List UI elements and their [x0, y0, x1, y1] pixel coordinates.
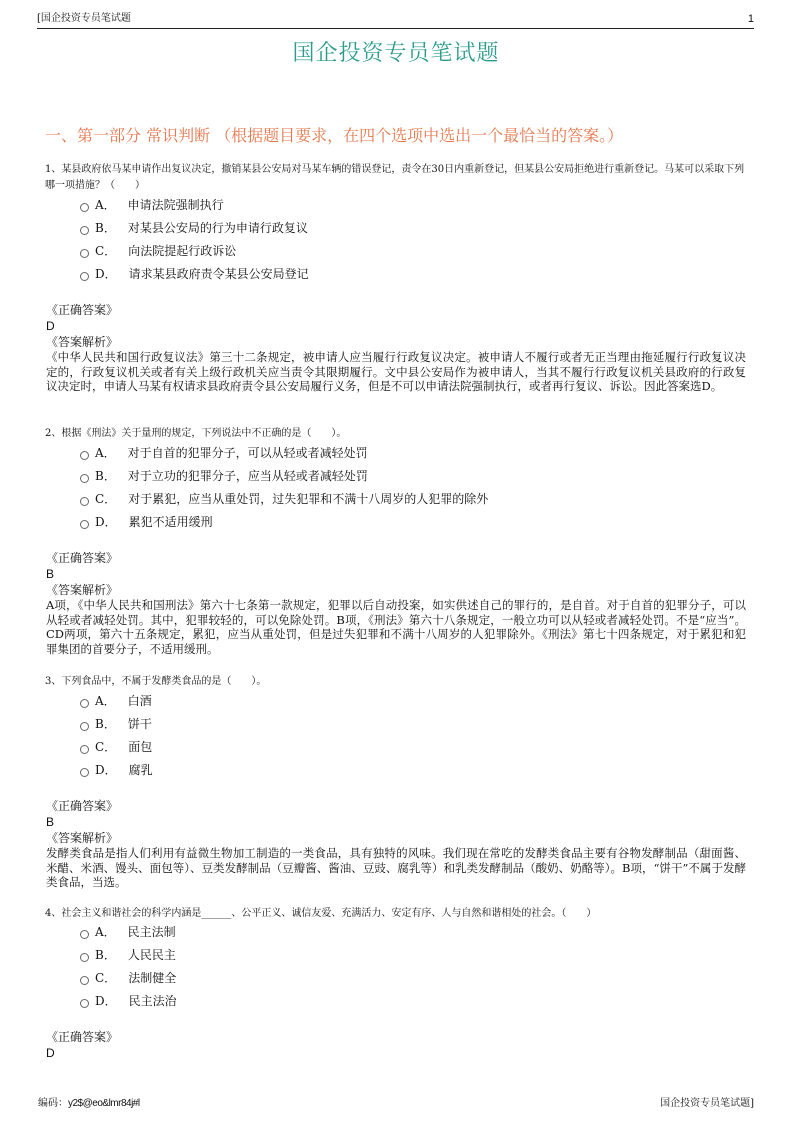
radio-icon[interactable]	[80, 203, 89, 212]
radio-icon[interactable]	[80, 722, 89, 731]
radio-icon[interactable]	[80, 976, 89, 985]
radio-icon[interactable]	[80, 451, 89, 460]
analysis-label: 《答案解析》	[46, 831, 119, 845]
option-c[interactable]: C． 法制健全	[80, 969, 176, 987]
radio-icon[interactable]	[80, 699, 89, 708]
option-d[interactable]: D． 请求某县政府责令某县公安局登记	[80, 265, 309, 283]
option-b[interactable]: B． 对于立功的犯罪分子，应当从轻或者减轻处罚	[80, 467, 368, 485]
radio-icon[interactable]	[80, 474, 89, 483]
footer-title: 国企投资专员笔试题]	[660, 1098, 754, 1109]
document-title: 国企投资专员笔试题	[292, 41, 500, 66]
analysis-text: 《中华人民共和国行政复议法》第三十二条规定，被申请人应当履行行政复议决定。被申请人不履行或者无正当理由拖延履行行政复议决定的，行政复议机关或者有关上级行政机关应当责令其限期履行。文中县公安局作为被申请人，当其不履行行政复议机关县政府的行政复议决定时，申请人马某有权请求县政府责令县公安局履行义务，但是不可以申请法院强制执行，或者再行复议、诉讼。因此答案选D。	[46, 350, 746, 393]
radio-icon[interactable]	[80, 226, 89, 235]
answer-value: B	[46, 815, 55, 829]
option-a[interactable]: A． 民主法制	[80, 923, 176, 941]
radio-icon[interactable]	[80, 497, 89, 506]
radio-icon[interactable]	[80, 272, 89, 281]
option-a[interactable]: A． 对于自首的犯罪分子，可以从轻或者减轻处罚	[80, 444, 368, 462]
option-b[interactable]: B． 饼干	[80, 715, 152, 733]
option-b[interactable]: B． 人民民主	[80, 946, 176, 964]
radio-icon[interactable]	[80, 520, 89, 529]
option-b[interactable]: B． 对某县公安局的行为申请行政复议	[80, 219, 308, 237]
question-stem: 3、下列食品中，不属于发酵类食品的是（ ）。	[45, 676, 267, 687]
radio-icon[interactable]	[80, 249, 89, 258]
option-c[interactable]: C． 对于累犯，应当从重处罚，过失犯罪和不满十八周岁的人犯罪的除外	[80, 490, 488, 508]
option-a[interactable]: A． 申请法院强制执行	[80, 196, 224, 214]
radio-icon[interactable]	[80, 768, 89, 777]
option-d[interactable]: D． 民主法治	[80, 992, 177, 1010]
answer-value: B	[46, 567, 55, 581]
answer-label: 《正确答案》	[46, 1030, 119, 1044]
answer-value: D	[46, 1046, 55, 1060]
question-stem: 1、某县政府依马某申请作出复议决定，撤销某县公安局对马某车辆的错误登记，责令在30日内重新登记，但某县公安局拒绝进行重新登记。马某可以采取下列哪一项措施？（ ）	[45, 164, 745, 191]
analysis-label: 《答案解析》	[46, 583, 119, 597]
radio-icon[interactable]	[80, 953, 89, 962]
option-d[interactable]: D． 腐乳	[80, 761, 153, 779]
section-heading: 一、第一部分 常识判断 （根据题目要求，在四个选项中选出一个最恰当的答案。）	[45, 126, 624, 145]
radio-icon[interactable]	[80, 999, 89, 1008]
analysis-text: A项，《中华人民共和国刑法》第六十七条第一款规定，犯罪以后自动投案，如实供述自己的罪行的，是自首。对于自首的犯罪分子，可以从轻或者减轻处罚。其中，犯罪较轻的，可以免除处罚。B项，《刑法》第六十八条规定，一般立功可以从轻或者减轻处罚。不是“应当”。CD两项，第六十五条规定，累犯，应当从重处罚，但是过失犯罪和不满十八周岁的人犯罪除外。《刑法》第七十四条规定，对于累犯和犯罪集团的首要分子，不适用缓刑。	[46, 598, 746, 656]
radio-icon[interactable]	[80, 745, 89, 754]
option-c[interactable]: C． 向法院提起行政诉讼	[80, 242, 236, 260]
answer-value: D	[46, 319, 55, 333]
analysis-label: 《答案解析》	[46, 335, 119, 349]
page-number: 1	[747, 13, 754, 25]
answer-label: 《正确答案》	[46, 799, 119, 813]
answer-label: 《正确答案》	[46, 551, 119, 565]
header-title: [国企投资专员笔试题	[37, 13, 131, 24]
page-header	[37, 12, 754, 29]
option-d[interactable]: D． 累犯不适用缓刑	[80, 513, 213, 531]
radio-icon[interactable]	[80, 930, 89, 939]
question-stem: 4、社会主义和谐社会的科学内涵是______、公平正义、诚信友爱、充满活力、安定有序、人与自然和谐相处的社会。（ ）	[45, 908, 597, 919]
question-stem: 2、根据《刑法》关于量刑的规定，下列说法中不正确的是（ ）。	[45, 428, 347, 439]
answer-label: 《正确答案》	[46, 303, 119, 317]
footer-code: 编码：y2$@eo&lmr84j#l	[38, 1098, 140, 1109]
option-c[interactable]: C． 面包	[80, 738, 152, 756]
option-a[interactable]: A． 白酒	[80, 692, 152, 710]
analysis-text: 发酵类食品是指人们利用有益微生物加工制造的一类食品，具有独特的风味。我们现在常吃的发酵类食品主要有谷物发酵制品（甜面酱、米醋、米酒、馒头、面包等）、豆类发酵制品（豆瓣酱、酱油、豆豉、腐乳等）和乳类发酵制品（酸奶、奶酪等）。B项，“饼干”不属于发酵类食品，当选。	[46, 846, 746, 889]
